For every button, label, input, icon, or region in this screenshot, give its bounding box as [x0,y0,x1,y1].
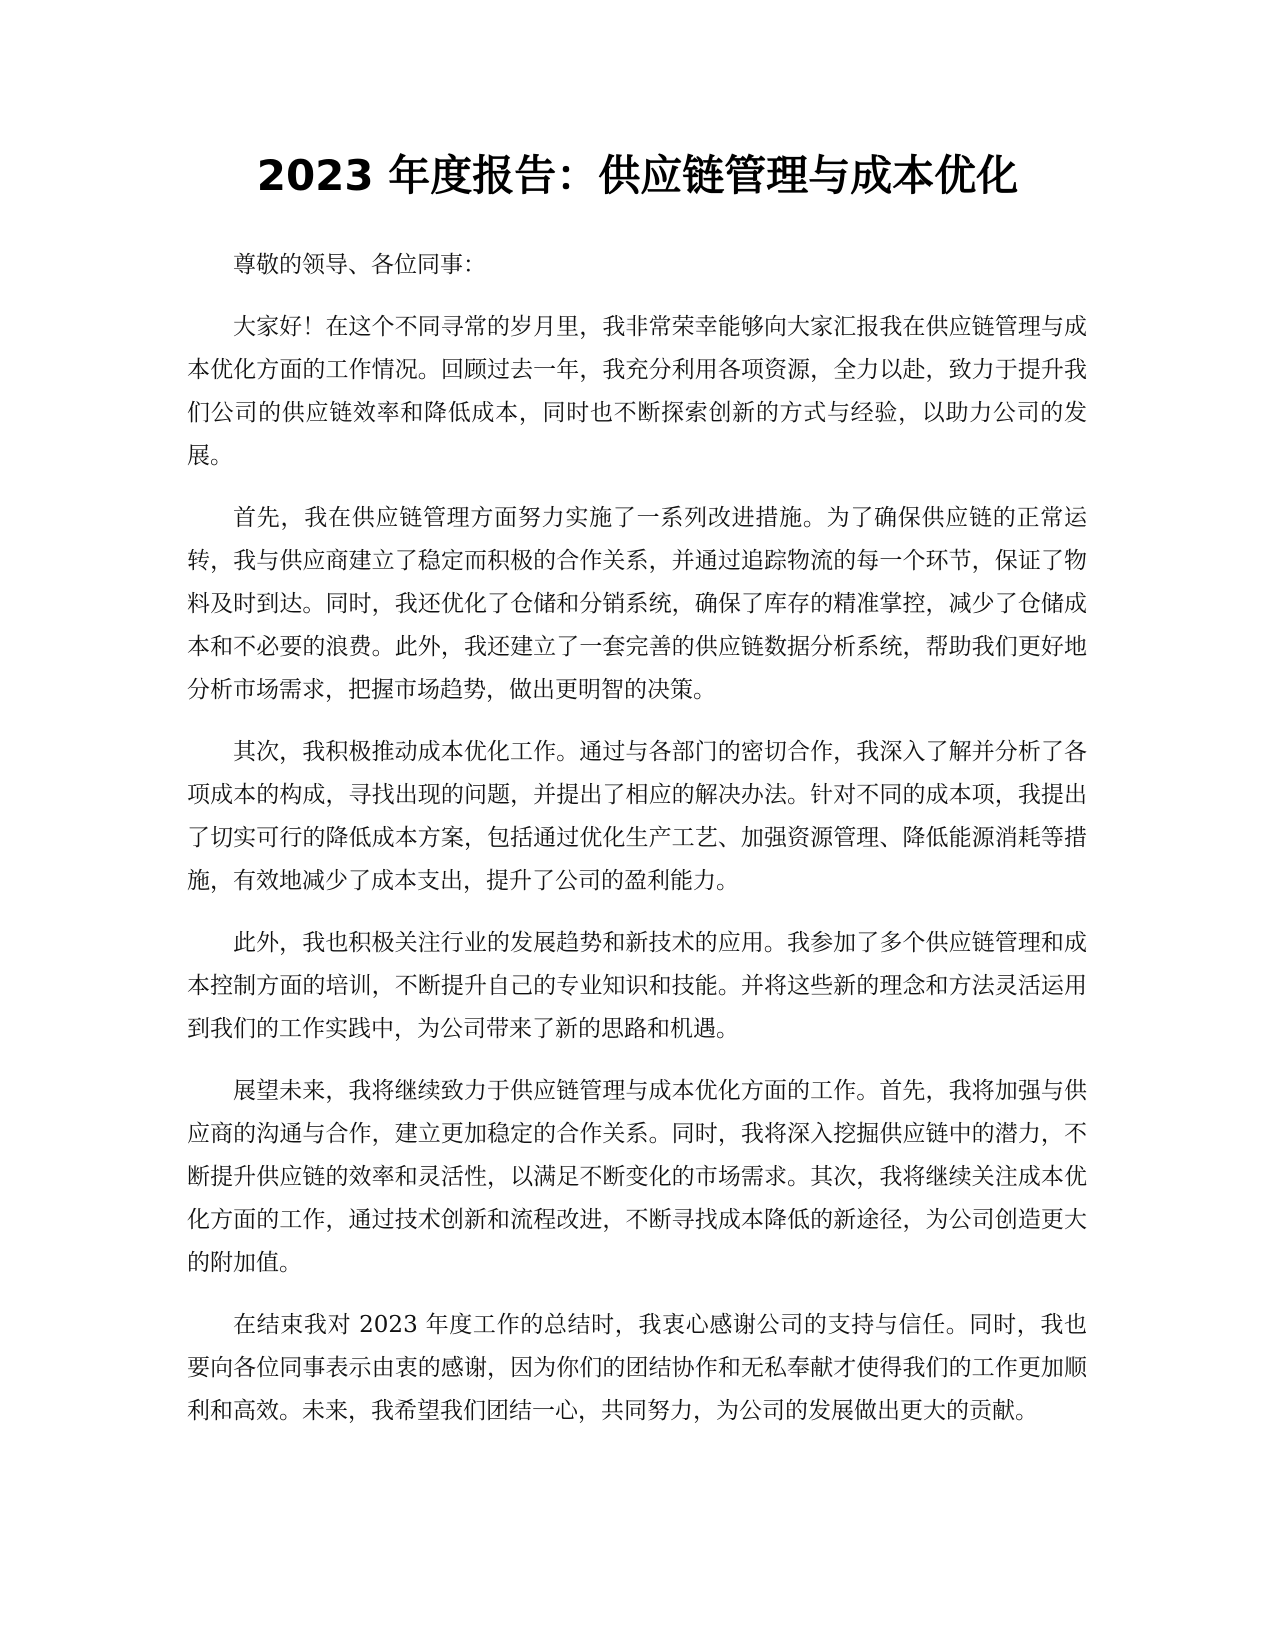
document-body [187,244,1087,1452]
paragraph-industry-trends: 此外，我也积极关注行业的发展趋势和新技术的应用。我参加了多个供应链管理和成本控制方面的培训，不断提升自己的专业知识和技能。并将这些新的理念和方法灵活运用到我们的工作实践中，为公司带来了新的思路和机遇。 [187,930,1087,1042]
paragraph-closing: 在结束我对 2023 年度工作的总结时，我衷心感谢公司的支持与信任。同时，我也要向各位同事表示由衷的感谢，因为你们的团结协作和无私奉献才使得我们的工作更加顺利和高效。未来，我希望我们团结一心，共同努力，为公司的发展做出更大的贡献。 [187,1312,1087,1424]
paragraph-outlook: 展望未来，我将继续致力于供应链管理与成本优化方面的工作。首先，我将加强与供应商的沟通与合作，建立更加稳定的合作关系。同时，我将深入挖掘供应链中的潜力，不断提升供应链的效率和灵活性，以满足不断变化的市场需求。其次，我将继续关注成本优化方面的工作，通过技术创新和流程改进，不断寻找成本降低的新途径，为公司创造更大的附加值。 [187,1078,1087,1276]
paragraph-cost-optimization: 其次，我积极推动成本优化工作。通过与各部门的密切合作，我深入了解并分析了各项成本的构成，寻找出现的问题，并提出了相应的解决办法。针对不同的成本项，我提出了切实可行的降低成本方案，包括通过优化生产工艺、加强资源管理、降低能源消耗等措施，有效地减少了成本支出，提升了公司的盈利能力。 [187,739,1087,894]
document-title: 2023 年度报告：供应链管理与成本优化 [256,151,1019,200]
paragraph-greeting: 大家好！在这个不同寻常的岁月里，我非常荣幸能够向大家汇报我在供应链管理与成本优化方面的工作情况。回顾过去一年，我充分利用各项资源，全力以赴，致力于提升我们公司的供应链效率和降低成本，同时也不断探索创新的方式与经验，以助力公司的发展。 [187,314,1087,469]
salutation: 尊敬的领导、各位同事： [233,252,486,278]
paragraph-supply-chain: 首先，我在供应链管理方面努力实施了一系列改进措施。为了确保供应链的正常运转，我与供应商建立了稳定而积极的合作关系，并通过追踪物流的每一个环节，保证了物料及时到达。同时，我还优化了仓储和分销系统，确保了库存的精准掌控，减少了仓储成本和不必要的浪费。此外，我还建立了一套完善的供应链数据分析系统，帮助我们更好地分析市场需求，把握市场趋势，做出更明智的决策。 [187,505,1087,703]
